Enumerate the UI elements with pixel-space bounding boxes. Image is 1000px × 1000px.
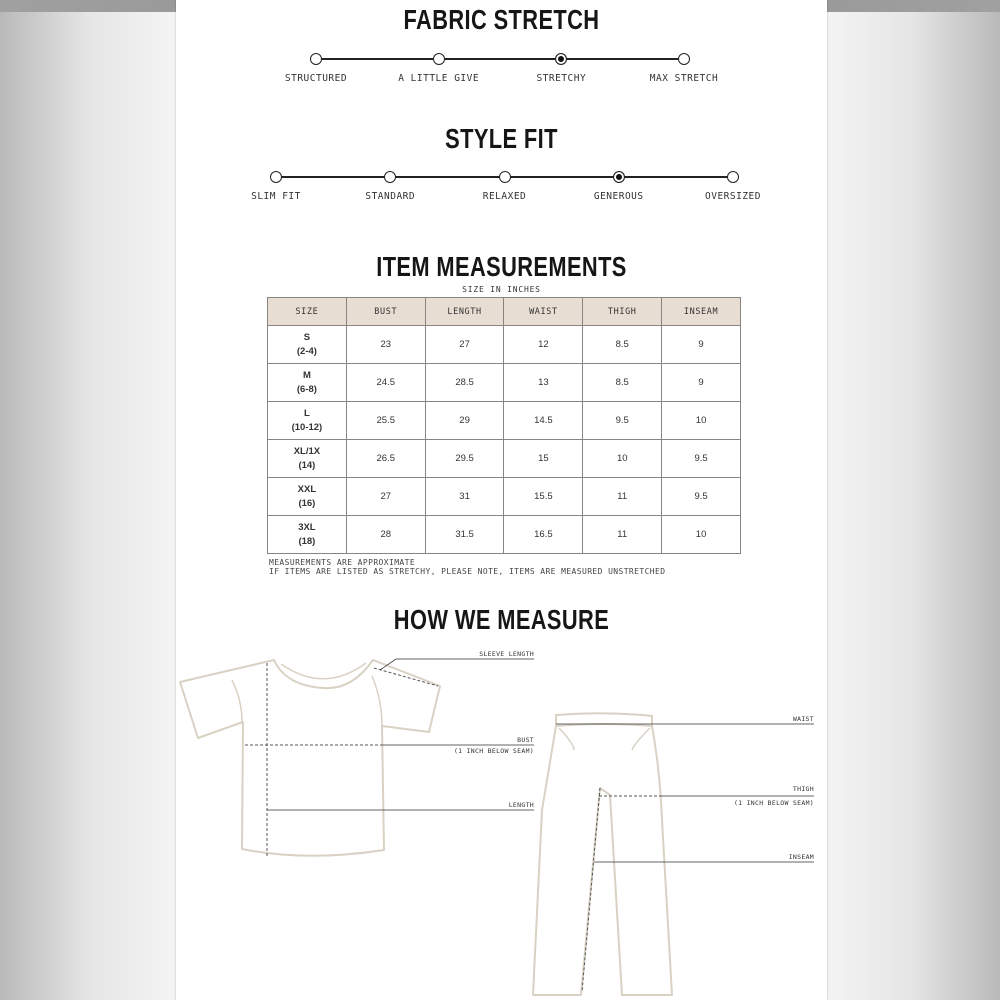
size-name: S (303, 331, 311, 343)
fabric-stretch-title: FABRIC STRETCH (403, 4, 600, 35)
bust-label: BUST (517, 736, 534, 744)
fabric-stretch-label-4: MAX STRETCH (649, 73, 719, 84)
bust-cell: 26.5 (346, 440, 425, 478)
size-range: (14) (298, 459, 316, 471)
style-fit-label-3: RELAXED (482, 191, 527, 202)
inseam-cell: 9 (662, 326, 741, 364)
thigh-cell: 8.5 (583, 364, 662, 402)
how-we-measure-title: HOW WE MEASURE (393, 604, 610, 635)
style-fit-label-1: SLIM FIT (251, 191, 301, 202)
note-approximate: MEASUREMENTS ARE APPROXIMATE (269, 558, 416, 567)
pants-pocket-right (632, 728, 650, 750)
tshirt-sleeve-seam-right (372, 676, 382, 726)
length-label: LENGTH (508, 801, 534, 809)
header-waist: WAIST (504, 298, 583, 326)
style-fit-label-5: OVERSIZED (705, 191, 761, 202)
inseam-cell: 10 (662, 516, 741, 554)
measurements-subtitle: SIZE IN INCHES (462, 285, 541, 294)
bust-cell: 28 (346, 516, 425, 554)
inseam-cell: 9.5 (662, 478, 741, 516)
inseam-label: INSEAM (788, 853, 814, 861)
style-fit-title: STYLE FIT (445, 123, 558, 154)
header-size: SIZE (268, 298, 347, 326)
waist-cell: 13 (504, 364, 583, 402)
header-inseam: INSEAM (662, 298, 741, 326)
header-length: LENGTH (425, 298, 504, 326)
bust-cell: 27 (346, 478, 425, 516)
size-range: (6-8) (296, 383, 317, 395)
size-name: XXL (297, 483, 317, 495)
measurements-title: ITEM MEASUREMENTS (376, 251, 627, 282)
sleeve-length-label: SLEEVE LENGTH (479, 650, 534, 658)
length-cell: 27 (425, 326, 504, 364)
header-bust: BUST (346, 298, 425, 326)
thigh-label: THIGH (792, 785, 814, 793)
tshirt-body (180, 660, 440, 856)
sleeve-length-leader (380, 659, 534, 670)
fabric-stretch-label-1: STRUCTURED (284, 73, 348, 84)
thigh-note: (1 INCH BELOW SEAM) (733, 799, 814, 807)
fabric-stretch-label-2: A LITTLE GIVE (398, 73, 480, 84)
size-range: (10-12) (291, 421, 323, 433)
style-fit-label-2: STANDARD (365, 191, 416, 202)
bust-note: (1 INCH BELOW SEAM) (453, 747, 534, 755)
bust-cell: 25.5 (346, 402, 425, 440)
size-guide-sheet (176, 0, 827, 1000)
bust-cell: 24.5 (346, 364, 425, 402)
waist-cell: 16.5 (504, 516, 583, 554)
waist-cell: 15.5 (504, 478, 583, 516)
note-unstretched: IF ITEMS ARE LISTED AS STRETCHY, PLEASE NOTE, ITEMS ARE MEASURED UNSTRETCHED (269, 567, 666, 576)
bust-cell: 23 (346, 326, 425, 364)
thigh-cell: 11 (583, 478, 662, 516)
length-cell: 31.5 (425, 516, 504, 554)
size-name: 3XL (298, 521, 316, 533)
fabric-stretch-label-3: STRETCHY (536, 73, 587, 84)
size-name: XL/1X (293, 445, 321, 457)
thigh-cell: 10 (583, 440, 662, 478)
tshirt-neckline (281, 663, 366, 679)
style-fit-label-4: GENEROUS (593, 191, 644, 202)
waist-label: WAIST (792, 715, 814, 723)
thigh-cell: 9.5 (583, 402, 662, 440)
size-range: (2-4) (296, 345, 317, 357)
length-cell: 28.5 (425, 364, 504, 402)
header-thigh: THIGH (583, 298, 662, 326)
size-name: M (302, 369, 311, 381)
inseam-cell: 10 (662, 402, 741, 440)
how-we-measure-diagram (176, 0, 827, 1000)
length-cell: 29 (425, 402, 504, 440)
waist-cell: 15 (504, 440, 583, 478)
waist-cell: 14.5 (504, 402, 583, 440)
inseam-cell: 9 (662, 364, 741, 402)
size-range: (18) (298, 535, 316, 547)
tshirt-sleeve-seam-left (232, 680, 242, 722)
sleeve-length-guide (374, 668, 438, 686)
inseam-cell: 9.5 (662, 440, 741, 478)
length-cell: 31 (425, 478, 504, 516)
waist-cell: 12 (504, 326, 583, 364)
size-range: (16) (298, 497, 316, 509)
thigh-cell: 11 (583, 516, 662, 554)
pants-pocket-left (559, 728, 574, 750)
pants-body (533, 726, 672, 995)
length-cell: 29.5 (425, 440, 504, 478)
size-name: L (304, 407, 310, 419)
thigh-cell: 8.5 (583, 326, 662, 364)
